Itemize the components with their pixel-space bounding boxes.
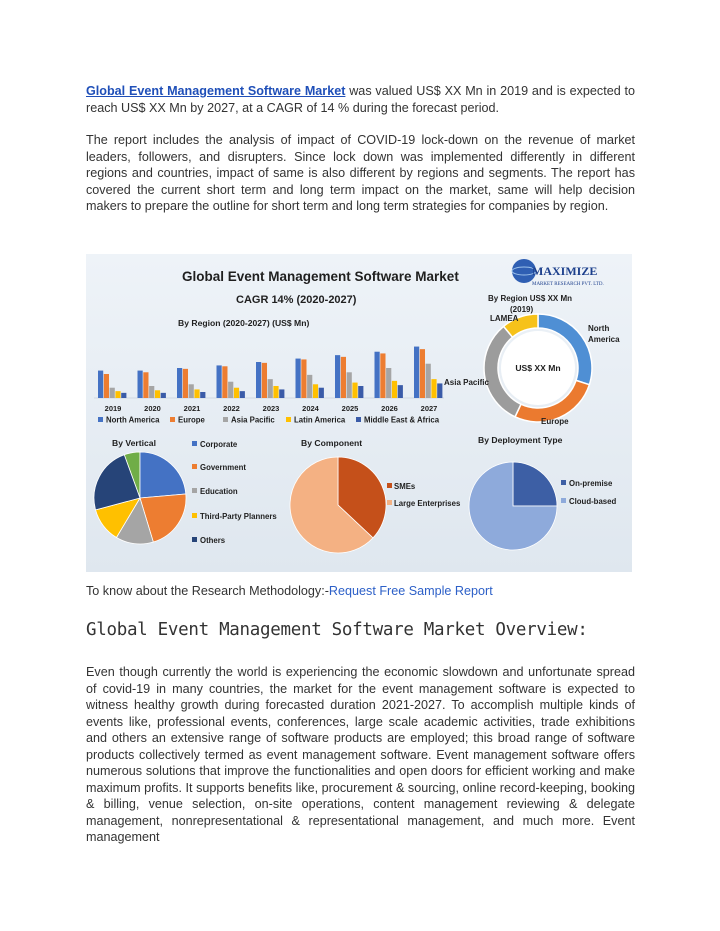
bar-x-tick: 2019	[104, 404, 122, 413]
deployment-pie-title: By Deployment Type	[478, 435, 563, 445]
bar-chart-title: By Region (2020-2027) (US$ Mn)	[178, 318, 310, 328]
bar-2024-europe	[301, 359, 306, 398]
bar-2022-latin-america	[234, 388, 239, 398]
vertical-legend-swatch	[192, 537, 197, 542]
bar-2023-latin-america	[273, 386, 278, 398]
logo-tagline: MARKET RESEARCH PVT. LTD.	[532, 282, 604, 287]
vertical-legend-label: Government	[200, 463, 246, 472]
vertical-legend-swatch	[192, 513, 197, 518]
bar-2022-middle-east-africa	[240, 391, 245, 398]
bar-2019-north-america	[98, 371, 103, 398]
bar-2026-europe	[380, 353, 385, 398]
infographic-subtitle: CAGR 14% (2020-2027)	[236, 294, 357, 306]
donut-title: By Region US$ XX Mn	[488, 294, 573, 303]
legend-swatch-asia-pacific	[223, 417, 228, 422]
legend-label-middle-east-africa: Middle East & Africa	[364, 415, 440, 425]
vertical-pie-title: By Vertical	[112, 438, 156, 448]
bar-x-tick: 2023	[262, 404, 280, 413]
bar-2027-asia-pacific	[426, 364, 431, 398]
logo	[512, 259, 604, 287]
bar-2022-asia-pacific	[228, 382, 233, 398]
bar-2025-europe	[341, 357, 346, 398]
bar-2025-north-america	[335, 355, 340, 398]
bar-2026-north-america	[375, 352, 380, 398]
bar-2027-north-america	[414, 347, 419, 398]
donut-center-label: US$ XX Mn	[515, 363, 561, 373]
bar-legend	[98, 416, 440, 425]
bar-2026-asia-pacific	[386, 368, 391, 398]
bar-2021-north-america	[177, 368, 182, 398]
legend-label-asia-pacific: Asia Pacific	[231, 415, 275, 425]
vertical-legend-label: Third-Party Planners	[200, 512, 277, 521]
bar-2021-asia-pacific	[189, 384, 194, 398]
intro-paragraph	[86, 83, 635, 116]
bar-2020-europe	[143, 372, 148, 398]
bar-2020-asia-pacific	[149, 386, 154, 398]
bar-2019-latin-america	[115, 391, 120, 398]
deployment-legend-swatch	[561, 498, 566, 503]
legend-label-europe: Europe	[178, 415, 205, 425]
vertical-legend-swatch	[192, 464, 197, 469]
bar-2025-middle-east-africa	[358, 386, 363, 398]
vertical-legend-swatch	[192, 488, 197, 493]
market-link[interactable]: Global Event Management Software Market	[86, 84, 346, 98]
bar-2020-latin-america	[155, 390, 160, 398]
component-pie-title: By Component	[301, 438, 363, 448]
legend-swatch-middle-east-africa	[356, 417, 361, 422]
deployment-legend-label: Cloud-based	[569, 497, 617, 506]
bar-2021-europe	[183, 369, 188, 398]
component-legend-swatch	[387, 500, 392, 505]
bar-2024-middle-east-africa	[319, 388, 324, 398]
overview-paragraph: Even though currently the world is experiencing the economic slowdown and unfortunate spread of covid-19 in many countries, the market for the event management software is expected to witness healthy growth during forecasted duration 2021-2027. To accomplish multiple kinds of events like, professional events, conferences, large scale academic activities, trade exhibitions and others an extensive range of software products are employed; this broad range of software products collectively termed as event management software. Event management software offers numerous solutions that improve the functionalities and open doors for efficient working and make maximum profits. It supports benefits like, procurement & sourcing, online record-keeping, booking & billing, venue selection, on-site operations, content management reviewing & delegate management, nonrepresentational & representational management, and much more. Event management	[86, 665, 635, 844]
donut-title-year: (2019)	[510, 305, 534, 314]
bar-2027-latin-america	[431, 379, 436, 398]
component-legend-label: SMEs	[394, 482, 416, 491]
donut-label-north: North	[588, 324, 610, 333]
donut-label-lamea: LAMEA	[490, 314, 519, 323]
vertical-legend-label: Corporate	[200, 440, 238, 449]
covid-paragraph: The report includes the analysis of impact of COVID-19 lock-down on the revenue of market leaders, followers, and disrupters. Since lock down was implemented differently in different regions and countries, impact of same is also different by regions and segments. The report has covered the current short term and long term impact on the market, same will help decision makers to prepare the outline for short term and long term strategies for companies by region.	[86, 133, 635, 213]
donut-label-america: America	[588, 335, 620, 344]
bar-x-tick: 2020	[144, 404, 161, 413]
bar-2020-north-america	[138, 371, 143, 398]
methodology-text: To know about the Research Methodology:-	[86, 584, 329, 598]
bar-2024-latin-america	[313, 384, 318, 398]
market-infographic	[86, 254, 632, 572]
bar-2023-north-america	[256, 362, 261, 398]
infographic-svg	[86, 254, 632, 572]
bar-2024-north-america	[296, 359, 301, 398]
legend-label-latin-america: Latin America	[294, 415, 346, 425]
bar-x-tick: 2027	[420, 404, 438, 413]
bar-2027-middle-east-africa	[437, 383, 442, 398]
bar-2019-europe	[104, 374, 109, 398]
bar-2024-asia-pacific	[307, 375, 312, 398]
component-legend-label: Large Enterprises	[394, 499, 461, 508]
legend-label-north-america: North America	[106, 415, 160, 425]
bar-2022-north-america	[217, 365, 222, 398]
methodology-line	[86, 584, 493, 598]
vertical-legend-swatch	[192, 441, 197, 446]
overview-section	[86, 664, 635, 846]
deployment-legend-label: On-premise	[569, 479, 613, 488]
vertical-legend-label: Others	[200, 536, 226, 545]
bar-2021-middle-east-africa	[200, 392, 205, 398]
bar-2019-middle-east-africa	[121, 393, 126, 398]
bar-2019-asia-pacific	[110, 388, 115, 398]
bar-2025-asia-pacific	[347, 372, 352, 398]
bar-2023-europe	[262, 363, 267, 398]
bar-2023-asia-pacific	[268, 379, 273, 398]
component-legend-swatch	[387, 483, 392, 488]
bar-2022-europe	[222, 366, 227, 398]
legend-swatch-europe	[170, 417, 175, 422]
vertical-legend-label: Education	[200, 487, 238, 496]
bar-2026-middle-east-africa	[398, 385, 403, 398]
intro-text: was valued US$ XX Mn in 2019 and is expected to reach US$ XX Mn by 2027, at a CAGR of 14 % during the forecast period.	[86, 84, 635, 115]
legend-swatch-north-america	[98, 417, 103, 422]
intro-section	[86, 83, 635, 215]
legend-swatch-latin-america	[286, 417, 291, 422]
bar-2023-middle-east-africa	[279, 389, 284, 398]
bar-2020-middle-east-africa	[161, 393, 166, 398]
overview-heading: Global Event Management Software Market Overview:	[86, 620, 588, 640]
deployment-legend-swatch	[561, 480, 566, 485]
infographic-title: Global Event Management Software Market	[182, 269, 459, 284]
bar-2026-latin-america	[392, 381, 397, 398]
sample-report-link[interactable]: Request Free Sample Report	[328, 584, 493, 598]
bar-x-tick: 2022	[223, 404, 240, 413]
logo-name: MAXIMIZE	[532, 264, 598, 278]
bar-x-tick: 2025	[341, 404, 359, 413]
bar-x-tick: 2024	[302, 404, 319, 413]
bar-2027-europe	[420, 349, 425, 398]
donut-label-europe: Europe	[541, 417, 569, 426]
bar-x-tick: 2021	[183, 404, 201, 413]
bar-x-tick: 2026	[381, 404, 398, 413]
bar-2021-latin-america	[194, 389, 199, 398]
donut-label-asia-pacific: Asia Pacific	[444, 378, 489, 387]
bar-2025-latin-america	[352, 383, 357, 398]
